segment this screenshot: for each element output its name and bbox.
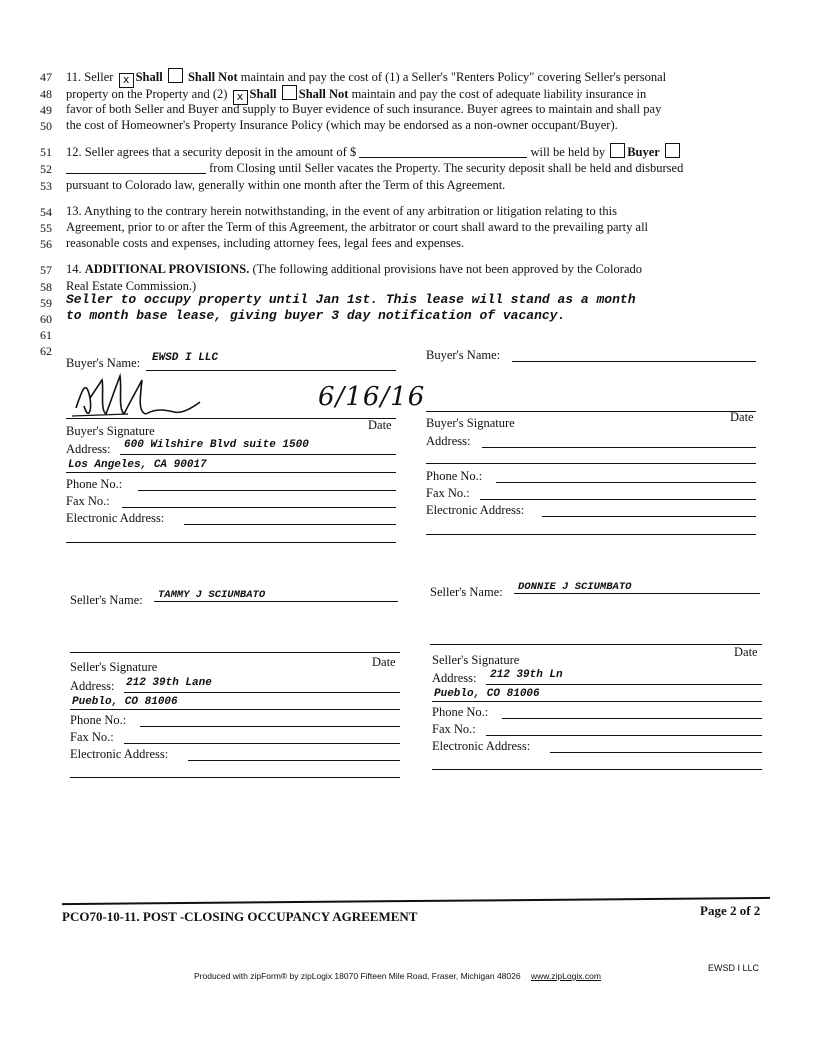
seller-2-address-line-2: Pueblo, CO 81006 [434, 688, 540, 700]
seller-2-fax-field[interactable] [486, 735, 762, 736]
seller-1-address-line-2: Pueblo, CO 81006 [72, 696, 178, 708]
buyer-1-fax-field[interactable] [122, 507, 396, 508]
buyer-2-email-field-2[interactable] [426, 534, 756, 535]
seller-1-name-line[interactable] [154, 601, 398, 602]
ziplogix-link[interactable]: www.zipLogix.com [530, 971, 601, 981]
buyer-1-phone-label: Phone No.: [66, 477, 123, 491]
buyer-2-email-label: Electronic Address: [426, 503, 525, 517]
seller-2-email-field-2[interactable] [432, 769, 762, 770]
buyer-2-address-field-1[interactable] [482, 447, 756, 448]
buyer-1-address-line-1: 600 Wilshire Blvd suite 1500 [124, 439, 309, 451]
seller-2-address-field-2[interactable] [432, 701, 762, 702]
buyer-1-email-label: Electronic Address: [66, 511, 165, 525]
seller-2-address-label: Address: [432, 671, 477, 685]
buyer-1-address-field-2[interactable] [66, 472, 396, 473]
seller-1-date-label: Date [372, 655, 396, 669]
line-number: 59 [40, 296, 52, 310]
line-number: 52 [40, 162, 52, 176]
clause-11-line-4: the cost of Homeowner's Property Insurance Policy (which may be endorsed as a non-owner occupant/Buyer). [66, 118, 618, 132]
seller-1-signature-line[interactable] [70, 652, 400, 653]
form-title: PCO70-10-11. POST -CLOSING OCCUPANCY AGREEMENT [62, 909, 418, 924]
buyer-2-address-label: Address: [426, 434, 471, 448]
client-name: EWSD I LLC [708, 963, 760, 973]
seller-1-phone-label: Phone No.: [70, 713, 127, 727]
line-number: 55 [40, 221, 52, 235]
seller-1-signature-label: Seller's Signature [70, 660, 158, 674]
clause-12-line-1: 12. Seller agrees that a security deposit in the amount of $ will be held by Buyer [66, 143, 682, 161]
buyer-2-address-field-2[interactable] [426, 463, 756, 464]
clause-11-line-1: 11. Seller x Shall Shall Not maintain and pay the cost of (1) a Seller's "Renters Policy" covering Seller's personal [66, 70, 667, 86]
buyer-2-signature-line[interactable] [426, 411, 756, 412]
line-number: 58 [40, 280, 52, 294]
line-number: 56 [40, 237, 52, 251]
seller-2-signature-label: Seller's Signature [432, 653, 520, 667]
buyer-1-name-label: Buyer's Name: [66, 356, 141, 370]
shall-not-checkbox[interactable] [168, 68, 183, 83]
seller-2-phone-label: Phone No.: [432, 705, 489, 719]
buyer-1-date-label: Date [368, 418, 392, 432]
clause-14-line-1: 14. ADDITIONAL PROVISIONS. (The following additional provisions have not been approved by the Colorado [66, 262, 642, 276]
line-number: 53 [40, 179, 52, 193]
buyer-2-date-label: Date [730, 410, 754, 424]
shall-checkbox-2[interactable]: x [233, 90, 248, 105]
seller-1-fax-field[interactable] [124, 743, 400, 744]
buyer-1-phone-field[interactable] [138, 490, 396, 491]
seller-1-address-line-1: 212 39th Lane [126, 677, 212, 689]
buyer-1-address-line-2: Los Angeles, CA 90017 [68, 459, 207, 471]
line-number: 50 [40, 119, 52, 133]
line-number: 47 [40, 70, 52, 84]
produced-with-text: Produced with zipForm® by zipLogix 18070 Fifteen Mile Road, Fraser, Michigan 48026 www.zipLogix.com [194, 971, 601, 981]
shall-not-checkbox-2[interactable] [282, 85, 297, 100]
buyer-1-fax-label: Fax No.: [66, 494, 110, 508]
seller-2-email-field[interactable] [550, 752, 762, 753]
buyer-1-email-field[interactable] [184, 524, 396, 525]
seller-1-phone-field[interactable] [140, 726, 400, 727]
line-number: 51 [40, 145, 52, 159]
footer-rule [62, 897, 770, 905]
seller-2-fax-label: Fax No.: [432, 722, 476, 736]
seller-2-phone-field[interactable] [502, 718, 762, 719]
line-number: 49 [40, 103, 52, 117]
seller-1-fax-label: Fax No.: [70, 730, 114, 744]
buyer-1-name-value: EWSD I LLC [152, 352, 219, 364]
buyer-2-name-field[interactable] [512, 361, 756, 362]
line-number: 54 [40, 205, 52, 219]
additional-provisions-heading: ADDITIONAL PROVISIONS. [84, 262, 250, 276]
buyer-2-fax-label: Fax No.: [426, 486, 470, 500]
seller-2-email-label: Electronic Address: [432, 739, 531, 753]
seller-1-email-field-2[interactable] [70, 777, 400, 778]
buyer-1-signature-label: Buyer's Signature [66, 424, 155, 438]
buyer-2-signature-label: Buyer's Signature [426, 416, 515, 430]
seller-2-name-line[interactable] [514, 593, 760, 594]
seller-1-address-field-1[interactable] [124, 692, 400, 693]
seller-2-address-field-1[interactable] [486, 684, 762, 685]
other-holds-checkbox[interactable] [665, 143, 680, 158]
clause-11-line-2: property on the Property and (2) x Shall Shall Not maintain and pay the cost of adequate liability insurance in [66, 87, 647, 103]
clause-13-line-1: 13. Anything to the contrary herein notwithstanding, in the event of any arbitration or litigation relating to this [66, 204, 617, 218]
seller-1-name-value: TAMMY J SCIUMBATO [158, 589, 266, 601]
clause-12-line-2: from Closing until Seller vacates the Property. The security deposit shall be held and disbursed [66, 160, 683, 177]
buyer-1-signature-date: 6/16/16 [318, 382, 426, 412]
buyer-2-fax-field[interactable] [480, 499, 756, 500]
clause-12-line-3: pursuant to Colorado law, generally within one month after the Term of this Agreement. [66, 178, 506, 192]
seller-1-address-label: Address: [70, 679, 115, 693]
page-number: Page 2 of 2 [700, 903, 761, 918]
seller-2-name-value: DONNIE J SCIUMBATO [518, 581, 632, 593]
clause-13-line-3: reasonable costs and expenses, including attorney fees, legal fees and expenses. [66, 236, 465, 250]
additional-provision-text-2: to month base lease, giving buyer 3 day notification of vacancy. [66, 308, 566, 323]
buyer-1-address-field-1[interactable] [120, 454, 396, 455]
clause-14-line-2: Real Estate Commission.) [66, 279, 197, 293]
deposit-amount-field[interactable] [359, 145, 527, 158]
seller-2-signature-line[interactable] [430, 644, 762, 645]
seller-1-name-label: Seller's Name: [70, 593, 143, 607]
buyer-1-signature-line[interactable] [66, 418, 396, 419]
seller-1-email-label: Electronic Address: [70, 747, 169, 761]
buyer-2-phone-label: Phone No.: [426, 469, 483, 483]
buyer-2-name-label: Buyer's Name: [426, 348, 501, 362]
seller-2-date-label: Date [734, 645, 758, 659]
seller-2-address-line-1: 212 39th Ln [490, 669, 563, 681]
line-number: 48 [40, 87, 52, 101]
seller-2-name-label: Seller's Name: [430, 585, 503, 599]
line-number: 57 [40, 263, 52, 277]
additional-provision-text-1: Seller to occupy property until Jan 1st. This lease will stand as a month [66, 292, 636, 307]
buyer-2-email-field[interactable] [542, 516, 756, 517]
line-number: 61 [40, 328, 52, 342]
buyer-2-phone-field[interactable] [496, 482, 756, 483]
buyer-1-address-label: Address: [66, 442, 111, 456]
shall-checkbox[interactable]: x [119, 73, 134, 88]
buyer-holds-checkbox[interactable] [610, 143, 625, 158]
deposit-holder-field[interactable] [66, 161, 206, 174]
seller-1-email-field[interactable] [188, 760, 400, 761]
buyer-1-signature [68, 368, 218, 428]
line-number: 62 [40, 344, 52, 358]
clause-13-line-2: Agreement, prior to or after the Term of this Agreement, the arbitrator or court shall award to the prevailing party all [66, 220, 649, 234]
seller-1-address-field-2[interactable] [70, 709, 400, 710]
buyer-1-email-field-2[interactable] [66, 542, 396, 543]
line-number: 60 [40, 312, 52, 326]
clause-11-line-3: favor of both Seller and Buyer and supply to Buyer evidence of such insurance. Buyer agrees to maintain and shall pay [66, 102, 662, 116]
